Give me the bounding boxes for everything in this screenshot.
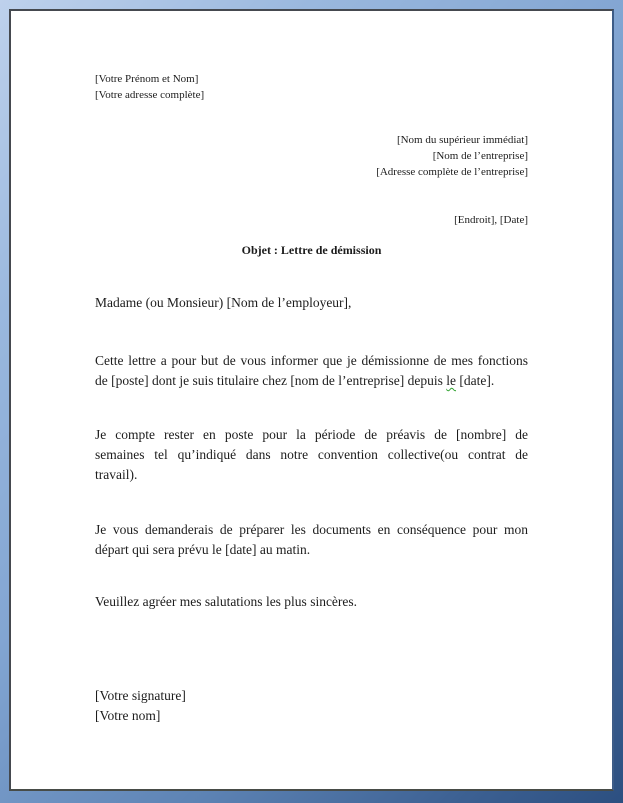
- signature-block: [95, 686, 528, 726]
- sender-block: [95, 71, 528, 103]
- salutation-line: Madame (ou Monsieur) [Nom de l’employeur],: [95, 295, 352, 310]
- closing-line: Veuillez agréer mes salutations les plus sincères.: [95, 594, 358, 609]
- recipient-company-address-line: [Adresse complète de l’entreprise]: [376, 166, 528, 178]
- recipient-company-line: [Nom de l’entreprise]: [432, 150, 528, 162]
- sender-address-line: [Votre adresse complète]: [95, 89, 205, 101]
- paragraph-line: semaines tel qu’indiqué dans notre convention collective(ou contrat de: [95, 447, 528, 462]
- recipient-block: [95, 132, 528, 180]
- recipient-supervisor-line: [Nom du supérieur immédiat]: [396, 134, 528, 146]
- paragraph-line: travail).: [95, 467, 138, 482]
- letter-page: [9, 9, 614, 791]
- paragraph-text-segment: [date].: [456, 373, 495, 388]
- paragraph-text-segment: de [poste] dont je suis titulaire chez [nom de l’entreprise] depuis: [95, 373, 447, 388]
- paragraph-line: départ qui sera prévu le [date] au matin.: [95, 542, 311, 557]
- signature-name-line: [Votre nom]: [95, 708, 161, 723]
- paragraph-line: Je vous demanderais de préparer les documents en conséquence pour mon: [95, 522, 528, 537]
- place-date-line: [Endroit], [Date]: [454, 214, 528, 226]
- sender-name-line: [Votre Prénom et Nom]: [95, 73, 199, 85]
- grammar-flagged-word: le: [446, 373, 457, 388]
- paragraph-line: Je compte rester en poste pour la période de préavis de [nombre] de: [95, 427, 528, 442]
- paragraph-documents: [95, 520, 528, 560]
- paragraph-notice-period: [95, 425, 528, 485]
- signature-line: [Votre signature]: [95, 688, 186, 703]
- paragraph-line: [95, 371, 528, 391]
- subject-line: Objet : Lettre de démission: [241, 243, 382, 257]
- paragraph-resignation: [95, 351, 528, 391]
- paragraph-line: Cette lettre a pour but de vous informer que je démissionne de mes fonctions: [95, 353, 528, 368]
